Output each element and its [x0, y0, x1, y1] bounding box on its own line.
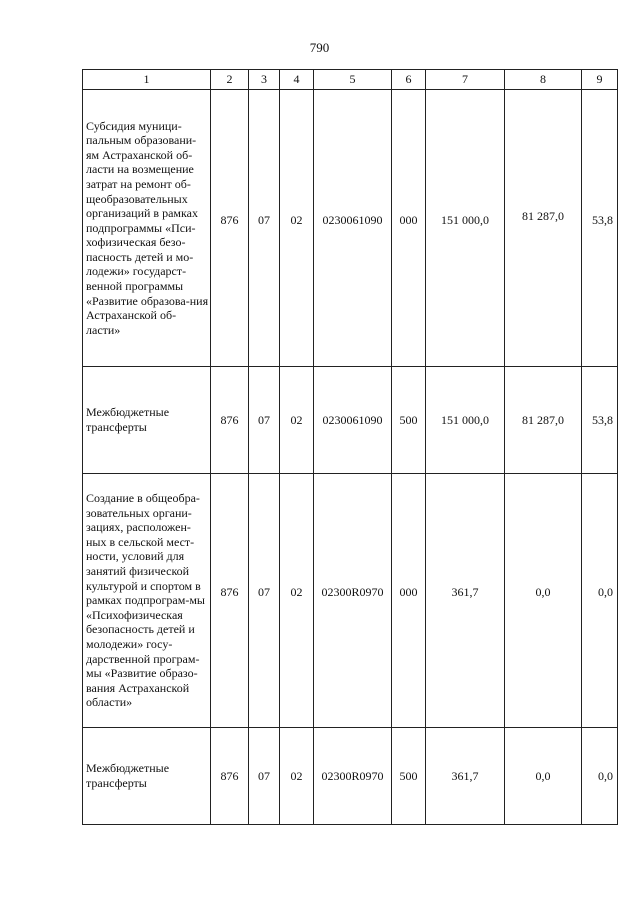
- cell-col-2: 876: [211, 474, 249, 728]
- cell-col-5: 0230061090: [314, 90, 392, 367]
- cell-col-2: 876: [211, 367, 249, 474]
- cell-col-3: 07: [249, 474, 280, 728]
- table-row: [83, 728, 618, 825]
- cell-col-7: 151 000,0: [426, 90, 505, 367]
- row-name-cell: Межбюджетные трансферты: [83, 367, 211, 474]
- table-row: [83, 367, 618, 474]
- row-name-cell: Межбюджетные трансферты: [83, 728, 211, 825]
- cell-col-6: 500: [392, 367, 426, 474]
- budget-table: [82, 69, 618, 825]
- cell-col-4: 02: [280, 474, 314, 728]
- header-col-7: 7: [426, 70, 505, 90]
- header-col-1: 1: [83, 70, 211, 90]
- header-col-3: 3: [249, 70, 280, 90]
- cell-col-8: 0,0: [505, 474, 582, 728]
- cell-col-5: 02300R0970: [314, 474, 392, 728]
- row-name-cell: Субсидия муници-пальным образовани-ям Астраханской об-ласти на возмещение затрат на ремонт об-щеобразовательных организаций в рамках подпрограммы «Пси-хофизическая безо-пасность детей и мо-лодежи» государст-венной программы «Развитие образова-ния Астраханской об-ласти»: [83, 90, 211, 367]
- cell-col-6: 500: [392, 728, 426, 825]
- cell-col-9: 0,0: [582, 728, 618, 825]
- page-number: 790: [309, 40, 330, 55]
- header-col-2: 2: [211, 70, 249, 90]
- cell-col-8: 81 287,0: [505, 367, 582, 474]
- header-col-9: 9: [582, 70, 618, 90]
- cell-col-7: 151 000,0: [426, 367, 505, 474]
- cell-col-5: 0230061090: [314, 367, 392, 474]
- cell-col-9: 53,8: [582, 367, 618, 474]
- table-header-row: [83, 70, 618, 90]
- header-col-5: 5: [314, 70, 392, 90]
- cell-col-5: 02300R0970: [314, 728, 392, 825]
- table-row: [83, 474, 618, 728]
- cell-col-3: 07: [249, 90, 280, 367]
- header-col-4: 4: [280, 70, 314, 90]
- cell-col-9: 53,8: [582, 90, 618, 367]
- cell-col-4: 02: [280, 90, 314, 367]
- cell-col-6: 000: [392, 90, 426, 367]
- cell-col-7: 361,7: [426, 474, 505, 728]
- cell-col-9: 0,0: [582, 474, 618, 728]
- cell-col-8: 0,0: [505, 728, 582, 825]
- cell-col-3: 07: [249, 367, 280, 474]
- cell-col-8: 81 287,0: [505, 90, 582, 367]
- cell-col-4: 02: [280, 367, 314, 474]
- cell-col-3: 07: [249, 728, 280, 825]
- row-name-cell: Создание в общеобра-зовательных органи-зациях, расположен-ных в сельской мест-ности, условий для занятий физической культурой и спортом в рамках подпрограм-мы «Психофизическая безопасность детей и молодежи» госу-дарственной програм-мы «Развитие образо-вания Астраханской области»: [83, 474, 211, 728]
- header-col-6: 6: [392, 70, 426, 90]
- header-col-8: 8: [505, 70, 582, 90]
- cell-col-7: 361,7: [426, 728, 505, 825]
- cell-col-2: 876: [211, 90, 249, 367]
- table-row: [83, 90, 618, 367]
- cell-col-2: 876: [211, 728, 249, 825]
- cell-col-6: 000: [392, 474, 426, 728]
- cell-col-4: 02: [280, 728, 314, 825]
